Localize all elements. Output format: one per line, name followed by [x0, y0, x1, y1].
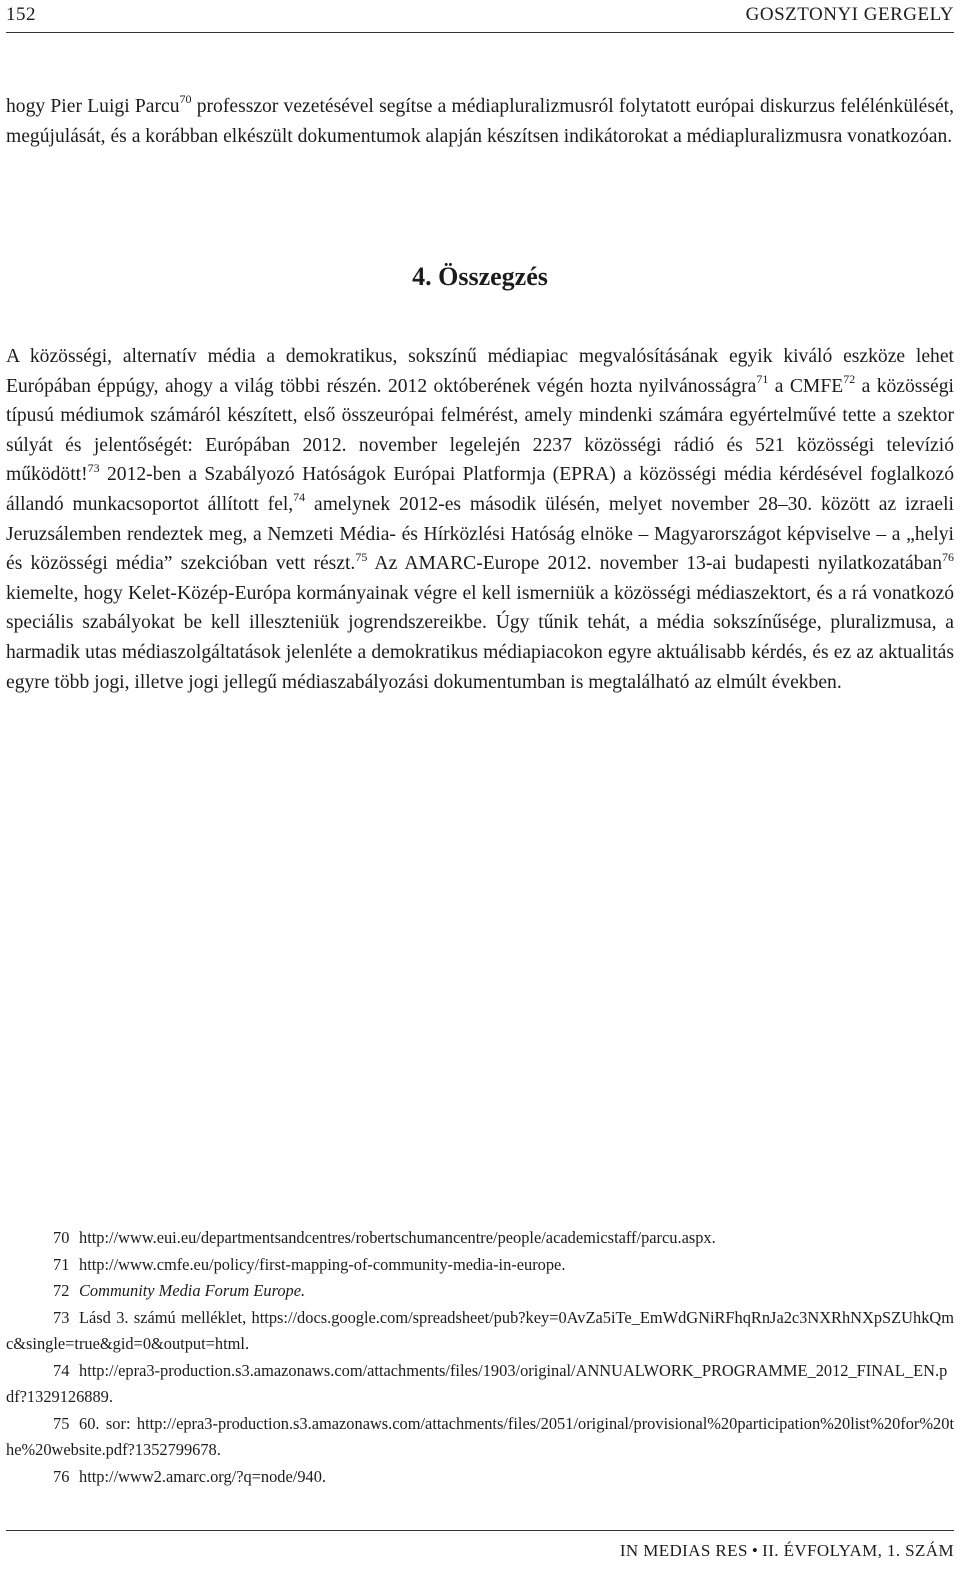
footnote-number: 72 [53, 1281, 70, 1300]
header-rule [6, 32, 954, 33]
footnote-number: 74 [53, 1360, 70, 1380]
page-number: 152 [6, 4, 36, 25]
body-text: a CMFE [768, 375, 844, 397]
footnote-ref-76[interactable]: 76 [942, 549, 954, 564]
footnote-number: 75 [53, 1413, 70, 1433]
footnote-ref-72[interactable]: 72 [843, 372, 856, 387]
body-text: amelynek 2012-es második ülésén, melyet november 28–30. között az izraeli Jeruzsálemben rendeztek meg, a Nemzeti Média- és Hírközlési Hatóság elnöke – Magyarországot képviselve – a „helyi és közösségi média” szekcióban vett részt. [6, 493, 954, 575]
footnote-link[interactable]: http://www.eui.eu/departmentsandcentres/robertschumancentre/people/academicstaff/parcu.aspx. [79, 1228, 716, 1247]
running-author: GOSZTONYI GERGELY [745, 4, 954, 25]
intro-text: hogy Pier Luigi Parcu [6, 96, 180, 117]
footnote-number: 70 [53, 1228, 70, 1247]
bullet-separator: • [751, 1541, 759, 1560]
page-footer [620, 1541, 954, 1561]
body-text: A közösségi, alternatív média a demokratikus, sokszínű médiapiac megvalósításának egyik kiváló eszköze lehet Európában éppúgy, ahogy a világ többi részén. 2012 októberének végén hozta nyilvánosságra [6, 346, 954, 397]
footnote-text: Community Media Forum Europe. [79, 1281, 306, 1300]
footer-rule [6, 1530, 954, 1531]
body-text: 2012-ben a Szabályozó Hatóságok Európai Platformja (EPRA) a közösségi média kérdésével foglalkozó állandó munkacsoportot állított fel, [6, 464, 954, 515]
footnote-ref-74[interactable]: 74 [293, 490, 306, 505]
page-header [6, 0, 954, 30]
footnote-item [6, 1358, 954, 1411]
footnote-number: 73 [53, 1307, 70, 1327]
footnote-item [6, 1305, 954, 1358]
journal-name: IN MEDIAS RES [619, 1541, 748, 1560]
body-text: Az AMARC-Europe 2012. november 13-ai budapesti nyilatkozatában [367, 553, 942, 575]
footnote-link[interactable]: http://www.cmfe.eu/policy/first-mapping-of-community-media-in-europe. [79, 1254, 566, 1274]
summary-paragraph [6, 342, 954, 697]
footnotes [6, 1225, 954, 1490]
footnote-item [6, 1225, 954, 1252]
footnote-link[interactable]: http://epra3-production.s3.amazonaws.com/attachments/files/1903/original/ANNUALWORK_PROGRAMME_2012_FINAL_EN.pdf?1329126889. [6, 1360, 948, 1406]
intro-text: professzor vezetésével segítse a médiapluralizmusról folytatott európai diskurzus felélénkülését, megújulását, és a korábban elkészült dokumentumok alapján készítsen indikátorokat a médiapluralizmusra vonatkozóan. [6, 96, 954, 147]
body-text: kiemelte, hogy Kelet-Közép-Európa kormányainak végre el kell ismerniük a közösségi médiaszektort, és a rá vonatkozó speciális szabályokat be kell illeszteniük jogrendszereikbe. Úgy tűnik tehát, a média sokszínűsége, pluralizmusa, a harmadik utas médiaszolgáltatások jelenléte a demokratikus médiapiacokon egyre aktuálisabb kérdés, és ez az aktualitás egyre több jogi, illetve jogi jellegű médiaszabályozási dokumentumban is megtalálható az elmúlt években. [6, 582, 954, 693]
intro-paragraph [6, 92, 954, 151]
footnote-ref-71[interactable]: 71 [756, 372, 769, 387]
footnote-item [6, 1252, 954, 1279]
footnote-ref-70[interactable]: 70 [179, 92, 192, 107]
footnote-link[interactable]: Lásd 3. számú melléklet, https://docs.google.com/spreadsheet/pub?key=0AvZa5iTe_EmWdGNiRFhqRnJa2c3NXRhNXpSZUhkQmc&single=true&gid=0&output=html. [6, 1307, 954, 1353]
footnote-item [6, 1411, 954, 1464]
footnote-ref-75[interactable]: 75 [355, 549, 368, 564]
footnote-ref-73[interactable]: 73 [87, 460, 100, 475]
footnote-number: 76 [53, 1466, 70, 1486]
footnote-item [6, 1278, 954, 1305]
footnote-number: 71 [53, 1254, 70, 1274]
footnote-link[interactable]: 60. sor: http://epra3-production.s3.amazonaws.com/attachments/files/2051/original/provisional%20participation%20list%20for%20the%20website.pdf?1352799678. [6, 1413, 954, 1459]
footnote-item [6, 1464, 954, 1491]
body-text: a közösségi típusú médiumok számáról készített, első összeurópai felmérést, amely mindenki számára egyértelművé tette a szektor súlyát és jelentőségét: Európában 2012. november legelején 2237 közösségi rádió és 521 közösségi televízió működött! [6, 375, 954, 486]
journal-issue: II. ÉVFOLYAM, 1. SZÁM [762, 1541, 954, 1560]
footnote-link[interactable]: http://www2.amarc.org/?q=node/940. [79, 1466, 327, 1486]
section-heading: 4. Összegzés [412, 262, 548, 291]
